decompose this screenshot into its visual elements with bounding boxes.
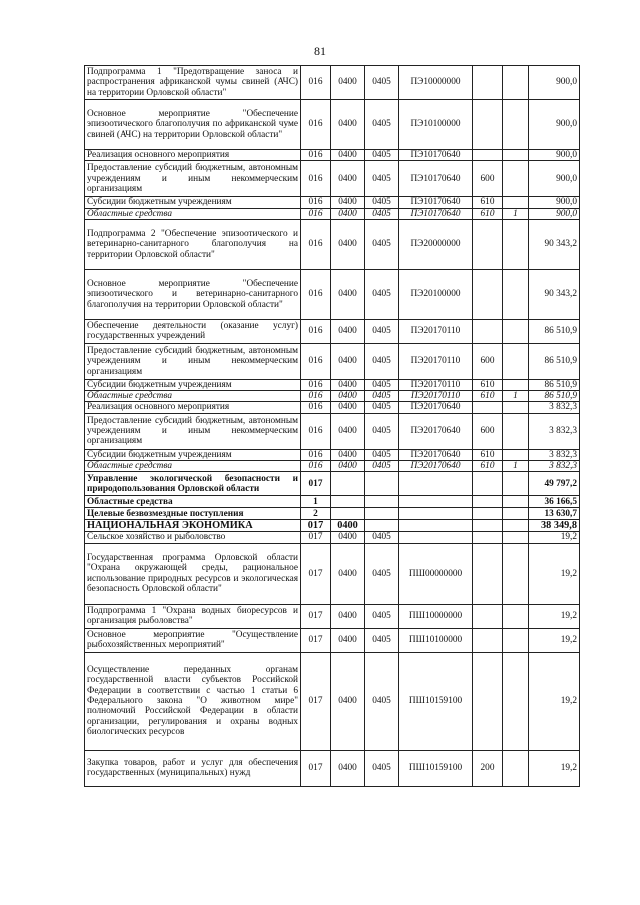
source-code-cell xyxy=(503,161,529,197)
amount-cell: 3 832,3 xyxy=(529,402,580,413)
table-row xyxy=(85,532,580,543)
amount-cell: 19,2 xyxy=(529,604,580,628)
ministry-code-cell: 016 xyxy=(301,319,331,343)
row-name-cell: Областные средства xyxy=(85,461,301,472)
amount-cell: 900,0 xyxy=(529,197,580,208)
row-name-cell: Управление экологической безопасности и природопользования Орловской области xyxy=(85,472,301,496)
ministry-code-cell: 016 xyxy=(301,150,331,161)
expense-type-cell: 600 xyxy=(473,413,503,449)
source-code-cell xyxy=(503,508,529,520)
expense-type-cell: 610 xyxy=(473,391,503,402)
section-code-cell: 0400 xyxy=(331,449,365,460)
amount-cell: 86 510,9 xyxy=(529,379,580,390)
expense-type-cell: 200 xyxy=(473,750,503,786)
expense-type-cell: 600 xyxy=(473,161,503,197)
ministry-code-cell: 016 xyxy=(301,208,331,219)
expense-type-cell xyxy=(473,508,503,520)
subsection-code-cell: 0405 xyxy=(365,543,399,604)
subsection-code-cell: 0405 xyxy=(365,532,399,543)
target-article-cell xyxy=(399,508,473,520)
subsection-code-cell: 0405 xyxy=(365,402,399,413)
section-code-cell: 0400 xyxy=(331,269,365,319)
expense-type-cell xyxy=(473,269,503,319)
target-article-cell: ПЭ10170640 xyxy=(399,208,473,219)
section-code-cell: 0400 xyxy=(331,197,365,208)
subsection-code-cell xyxy=(365,520,399,532)
amount-cell: 90 343,2 xyxy=(529,219,580,269)
ministry-code-cell: 016 xyxy=(301,197,331,208)
ministry-code-cell: 017 xyxy=(301,628,331,652)
expense-type-cell xyxy=(473,543,503,604)
amount-cell: 900,0 xyxy=(529,208,580,219)
expense-type-cell xyxy=(473,496,503,508)
ministry-code-cell: 016 xyxy=(301,343,331,379)
expense-type-cell xyxy=(473,402,503,413)
ministry-code-cell: 016 xyxy=(301,66,331,100)
section-code-cell: 0400 xyxy=(331,343,365,379)
section-code-cell: 0400 xyxy=(331,100,365,150)
table-row xyxy=(85,161,580,197)
source-code-cell xyxy=(503,66,529,100)
source-code-cell: 1 xyxy=(503,208,529,219)
section-code-cell: 0400 xyxy=(331,413,365,449)
table-row xyxy=(85,652,580,750)
section-code-cell: 0400 xyxy=(331,391,365,402)
target-article-cell: ПЭ10170640 xyxy=(399,161,473,197)
target-article-cell: ПШ10100000 xyxy=(399,628,473,652)
amount-cell: 86 510,9 xyxy=(529,391,580,402)
section-code-cell: 0400 xyxy=(331,750,365,786)
expense-type-cell: 610 xyxy=(473,208,503,219)
amount-cell: 3 832,3 xyxy=(529,413,580,449)
section-code-cell: 0400 xyxy=(331,652,365,750)
source-code-cell xyxy=(503,197,529,208)
row-name-cell: Предоставление субсидий бюджетным, автономным учреждениям и иным некоммерческим организациям xyxy=(85,161,301,197)
expense-type-cell: 610 xyxy=(473,449,503,460)
row-name-cell: Обеспечение деятельности (оказание услуг) государственных учреждений xyxy=(85,319,301,343)
ministry-code-cell: 016 xyxy=(301,402,331,413)
row-name-cell: Подпрограмма 1 "Предотвращение заноса и распространения африканской чумы свиней (АЧС) на территории Орловской области" xyxy=(85,66,301,100)
subsection-code-cell: 0405 xyxy=(365,100,399,150)
ministry-code-cell: 017 xyxy=(301,472,331,496)
section-code-cell: 0400 xyxy=(331,150,365,161)
source-code-cell xyxy=(503,472,529,496)
row-name-cell: Сельское хозяйство и рыболовство xyxy=(85,532,301,543)
table-row xyxy=(85,379,580,390)
amount-cell: 900,0 xyxy=(529,66,580,100)
row-name-cell: Подпрограмма 1 "Охрана водных биоресурсов и организация рыболовства" xyxy=(85,604,301,628)
section-code-cell: 0400 xyxy=(331,520,365,532)
ministry-code-cell: 017 xyxy=(301,750,331,786)
subsection-code-cell: 0405 xyxy=(365,604,399,628)
table-row xyxy=(85,208,580,219)
target-article-cell: ПЭ10170640 xyxy=(399,150,473,161)
amount-cell: 900,0 xyxy=(529,150,580,161)
expense-type-cell: 610 xyxy=(473,461,503,472)
row-name-cell: Реализация основного мероприятия xyxy=(85,150,301,161)
target-article-cell: ПЭ20100000 xyxy=(399,269,473,319)
section-code-cell: 0400 xyxy=(331,219,365,269)
target-article-cell: ПЭ20170110 xyxy=(399,379,473,390)
subsection-code-cell: 0405 xyxy=(365,413,399,449)
expense-type-cell: 610 xyxy=(473,379,503,390)
source-code-cell xyxy=(503,150,529,161)
row-name-cell: Предоставление субсидий бюджетным, автономным учреждениям и иным некоммерческим организациям xyxy=(85,343,301,379)
subsection-code-cell: 0405 xyxy=(365,391,399,402)
source-code-cell xyxy=(503,628,529,652)
subsection-code-cell: 0405 xyxy=(365,379,399,390)
amount-cell: 3 832,3 xyxy=(529,449,580,460)
row-name-cell: Целевые безвозмездные поступления xyxy=(85,508,301,520)
table-row xyxy=(85,413,580,449)
table-row xyxy=(85,543,580,604)
ministry-code-cell: 016 xyxy=(301,219,331,269)
ministry-code-cell: 017 xyxy=(301,543,331,604)
subsection-code-cell: 0405 xyxy=(365,208,399,219)
amount-cell: 49 797,2 xyxy=(529,472,580,496)
expense-type-cell xyxy=(473,628,503,652)
expense-type-cell xyxy=(473,652,503,750)
target-article-cell: ПШ10159100 xyxy=(399,652,473,750)
expense-type-cell xyxy=(473,100,503,150)
section-code-cell: 0400 xyxy=(331,319,365,343)
amount-cell: 86 510,9 xyxy=(529,319,580,343)
section-code-cell xyxy=(331,472,365,496)
amount-cell: 13 630,7 xyxy=(529,508,580,520)
table-row xyxy=(85,449,580,460)
row-name-cell: Субсидии бюджетным учреждениям xyxy=(85,379,301,390)
expense-type-cell xyxy=(473,219,503,269)
row-name-cell: Областные средства xyxy=(85,208,301,219)
ministry-code-cell: 016 xyxy=(301,379,331,390)
expense-type-cell xyxy=(473,532,503,543)
table-row xyxy=(85,319,580,343)
table-row xyxy=(85,402,580,413)
source-code-cell xyxy=(503,402,529,413)
expense-type-cell xyxy=(473,319,503,343)
ministry-code-cell: 1 xyxy=(301,496,331,508)
amount-cell: 900,0 xyxy=(529,100,580,150)
target-article-cell: ПЭ20170110 xyxy=(399,391,473,402)
target-article-cell: ПШ10000000 xyxy=(399,604,473,628)
subsection-code-cell: 0405 xyxy=(365,652,399,750)
table-row xyxy=(85,343,580,379)
subsection-code-cell: 0405 xyxy=(365,269,399,319)
subsection-code-cell xyxy=(365,472,399,496)
table-row xyxy=(85,604,580,628)
expense-type-cell xyxy=(473,66,503,100)
expense-type-cell xyxy=(473,472,503,496)
subsection-code-cell: 0405 xyxy=(365,197,399,208)
table-row xyxy=(85,496,580,508)
source-code-cell xyxy=(503,520,529,532)
source-code-cell xyxy=(503,532,529,543)
ministry-code-cell: 017 xyxy=(301,604,331,628)
section-code-cell: 0400 xyxy=(331,532,365,543)
table-row xyxy=(85,391,580,402)
amount-cell: 38 349,8 xyxy=(529,520,580,532)
section-code-cell: 0400 xyxy=(331,461,365,472)
ministry-code-cell: 016 xyxy=(301,449,331,460)
source-code-cell xyxy=(503,343,529,379)
subsection-code-cell: 0405 xyxy=(365,319,399,343)
row-name-cell: Основное мероприятие "Обеспечение эпизоотического и ветеринарно-санитарного благополучия на территории Орловской области" xyxy=(85,269,301,319)
ministry-code-cell: 016 xyxy=(301,391,331,402)
section-code-cell: 0400 xyxy=(331,628,365,652)
ministry-code-cell: 016 xyxy=(301,161,331,197)
table-row xyxy=(85,100,580,150)
source-code-cell xyxy=(503,543,529,604)
expense-type-cell xyxy=(473,520,503,532)
table-row xyxy=(85,520,580,532)
amount-cell: 36 166,5 xyxy=(529,496,580,508)
source-code-cell xyxy=(503,319,529,343)
subsection-code-cell: 0405 xyxy=(365,750,399,786)
row-name-cell: Областные средства xyxy=(85,391,301,402)
section-code-cell xyxy=(331,508,365,520)
target-article-cell xyxy=(399,532,473,543)
ministry-code-cell: 2 xyxy=(301,508,331,520)
amount-cell: 19,2 xyxy=(529,532,580,543)
source-code-cell xyxy=(503,449,529,460)
ministry-code-cell: 016 xyxy=(301,461,331,472)
target-article-cell: ПШ00000000 xyxy=(399,543,473,604)
table-row xyxy=(85,472,580,496)
table-row xyxy=(85,150,580,161)
row-name-cell: Субсидии бюджетным учреждениям xyxy=(85,197,301,208)
row-name-cell: Предоставление субсидий бюджетным, автономным учреждениям и иным некоммерческим организациям xyxy=(85,413,301,449)
target-article-cell: ПЭ10170640 xyxy=(399,197,473,208)
table-row xyxy=(85,750,580,786)
source-code-cell: 1 xyxy=(503,461,529,472)
amount-cell: 3 832,3 xyxy=(529,461,580,472)
row-name-cell: Государственная программа Орловской области "Охрана окружающей среды, рациональное использование природных ресурсов и экологическая безопасность Орловской области" xyxy=(85,543,301,604)
amount-cell: 19,2 xyxy=(529,750,580,786)
row-name-cell: Субсидии бюджетным учреждениям xyxy=(85,449,301,460)
table-row xyxy=(85,197,580,208)
row-name-cell: Подпрограмма 2 "Обеспечение эпизоотического и ветеринарно-санитарного благополучия на территории Орловской области" xyxy=(85,219,301,269)
expense-type-cell: 610 xyxy=(473,197,503,208)
source-code-cell xyxy=(503,269,529,319)
target-article-cell: ПШ10159100 xyxy=(399,750,473,786)
subsection-code-cell: 0405 xyxy=(365,66,399,100)
table-row xyxy=(85,461,580,472)
page-number: 81 xyxy=(314,44,326,58)
amount-cell: 86 510,9 xyxy=(529,343,580,379)
section-code-cell: 0400 xyxy=(331,161,365,197)
target-article-cell: ПЭ10100000 xyxy=(399,100,473,150)
subsection-code-cell: 0405 xyxy=(365,343,399,379)
ministry-code-cell: 017 xyxy=(301,520,331,532)
ministry-code-cell: 016 xyxy=(301,269,331,319)
expense-type-cell xyxy=(473,150,503,161)
amount-cell: 90 343,2 xyxy=(529,269,580,319)
row-name-cell: НАЦИОНАЛЬНАЯ ЭКОНОМИКА xyxy=(85,520,301,532)
expense-type-cell xyxy=(473,604,503,628)
row-name-cell: Областные средства xyxy=(85,496,301,508)
source-code-cell xyxy=(503,652,529,750)
budget-table xyxy=(84,65,580,787)
subsection-code-cell: 0405 xyxy=(365,219,399,269)
section-code-cell: 0400 xyxy=(331,604,365,628)
ministry-code-cell: 017 xyxy=(301,532,331,543)
target-article-cell: ПЭ10000000 xyxy=(399,66,473,100)
table-row xyxy=(85,66,580,100)
section-code-cell: 0400 xyxy=(331,402,365,413)
row-name-cell: Осуществление переданных органам государственной власти субъектов Российской Федерации в соответствии с частью 1 статьи 6 Федерального закона "О животном мире" полномочий Российской Федерации в области организации, регулирования и охраны водных биологических ресурсов xyxy=(85,652,301,750)
subsection-code-cell: 0405 xyxy=(365,150,399,161)
target-article-cell xyxy=(399,472,473,496)
section-code-cell: 0400 xyxy=(331,379,365,390)
section-code-cell xyxy=(331,496,365,508)
target-article-cell: ПЭ20170640 xyxy=(399,461,473,472)
subsection-code-cell: 0405 xyxy=(365,161,399,197)
table-row xyxy=(85,219,580,269)
subsection-code-cell xyxy=(365,508,399,520)
subsection-code-cell: 0405 xyxy=(365,628,399,652)
row-name-cell: Основное мероприятие "Обеспечение эпизоотического благополучия по африканской чуме свиней (АЧС) на территории Орловской области" xyxy=(85,100,301,150)
target-article-cell: ПЭ20000000 xyxy=(399,219,473,269)
source-code-cell xyxy=(503,219,529,269)
ministry-code-cell: 017 xyxy=(301,652,331,750)
target-article-cell: ПЭ20170640 xyxy=(399,449,473,460)
source-code-cell xyxy=(503,100,529,150)
ministry-code-cell: 016 xyxy=(301,413,331,449)
source-code-cell xyxy=(503,379,529,390)
target-article-cell: ПЭ20170640 xyxy=(399,413,473,449)
source-code-cell xyxy=(503,750,529,786)
subsection-code-cell: 0405 xyxy=(365,461,399,472)
table-row xyxy=(85,269,580,319)
row-name-cell: Закупка товаров, работ и услуг для обеспечения государственных (муниципальных) нужд xyxy=(85,750,301,786)
expense-type-cell: 600 xyxy=(473,343,503,379)
table-row xyxy=(85,508,580,520)
amount-cell: 19,2 xyxy=(529,543,580,604)
amount-cell: 19,2 xyxy=(529,652,580,750)
target-article-cell xyxy=(399,520,473,532)
source-code-cell: 1 xyxy=(503,391,529,402)
section-code-cell: 0400 xyxy=(331,543,365,604)
section-code-cell: 0400 xyxy=(331,66,365,100)
source-code-cell xyxy=(503,496,529,508)
subsection-code-cell xyxy=(365,496,399,508)
section-code-cell: 0400 xyxy=(331,208,365,219)
source-code-cell xyxy=(503,604,529,628)
ministry-code-cell: 016 xyxy=(301,100,331,150)
row-name-cell: Основное мероприятие "Осуществление рыбохозяйственных мероприятий" xyxy=(85,628,301,652)
target-article-cell xyxy=(399,496,473,508)
target-article-cell: ПЭ20170110 xyxy=(399,343,473,379)
amount-cell: 19,2 xyxy=(529,628,580,652)
target-article-cell: ПЭ20170110 xyxy=(399,319,473,343)
row-name-cell: Реализация основного мероприятия xyxy=(85,402,301,413)
amount-cell: 900,0 xyxy=(529,161,580,197)
table-row xyxy=(85,628,580,652)
source-code-cell xyxy=(503,413,529,449)
target-article-cell: ПЭ20170640 xyxy=(399,402,473,413)
subsection-code-cell: 0405 xyxy=(365,449,399,460)
